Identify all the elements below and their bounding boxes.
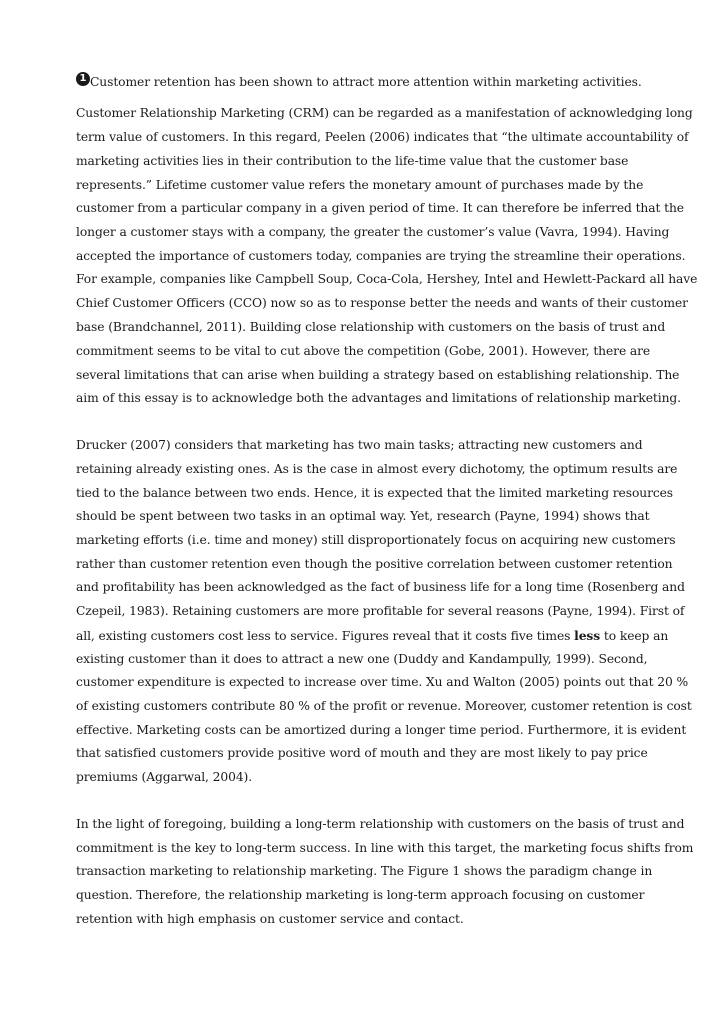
- emphasis-word: less: [574, 628, 601, 643]
- text-line: Czepeil, 1983). Retaining customers are more profitable for several reasons (Payne, 1994). First of: [76, 604, 685, 618]
- text-line: should be spent between two tasks in an optimal way. Yet, research (Payne, 1994) shows that: [76, 509, 650, 523]
- text-line: In the light of foregoing, building a long-term relationship with customers on the basis of trust and: [76, 817, 685, 831]
- text-line: customer from a particular company in a given period of time. It can therefore be inferred that the: [76, 201, 684, 215]
- text-line: existing customer than it does to attract a new one (Duddy and Kandampully, 1999). Second,: [76, 652, 648, 666]
- text-line: rather than customer retention even though the positive correlation between customer retention: [76, 557, 673, 571]
- text-segment: all, existing customers cost less to service. Figures reveal that it costs five times: [76, 629, 575, 643]
- text-line: retention with high emphasis on customer service and contact.: [76, 912, 464, 926]
- text-line: For example, companies like Campbell Soup, Coca-Cola, Hershey, Intel and Hewlett-Packard all have: [76, 272, 698, 286]
- text-line: and profitability has been acknowledged as the fact of business life for a long time (Rosenberg and: [76, 580, 685, 594]
- text-line: Chief Customer Officers (CCO) now so as to response better the needs and wants of their customer: [76, 296, 688, 310]
- bullet-marker-icon: 1: [76, 72, 90, 86]
- text-line: term value of customers. In this regard, Peelen (2006) indicates that “the ultimate accountability of: [76, 130, 689, 144]
- text-line: represents.” Lifetime customer value refers the monetary amount of purchases made by the: [76, 178, 644, 192]
- text-line: tied to the balance between two ends. Hence, it is expected that the limited marketing resources: [76, 486, 674, 500]
- text-line: Drucker (2007) considers that marketing has two main tasks; attracting new customers and: [76, 438, 643, 452]
- text-line: marketing activities lies in their contribution to the life-time value that the customer base: [76, 154, 629, 168]
- text-line: commitment is the key to long-term success. In line with this target, the marketing focus shifts from: [76, 841, 694, 855]
- text-line: retaining already existing ones. As is the case in almost every dichotomy, the optimum results are: [76, 462, 678, 476]
- text-segment: to keep an: [600, 629, 669, 643]
- text-line: base (Brandchannel, 2011). Building close relationship with customers on the basis of trust and: [76, 320, 666, 334]
- text-line: Customer Relationship Marketing (CRM) can be regarded as a manifestation of acknowledging long: [76, 106, 693, 120]
- text-line: question. Therefore, the relationship marketing is long-term approach focusing on customer: [76, 888, 645, 902]
- text-line: customer expenditure is expected to increase over time. Xu and Walton (2005) points out that 20 %: [76, 675, 689, 689]
- text-line: effective. Marketing costs can be amortized during a longer time period. Furthermore, it is evident: [76, 723, 687, 737]
- text-line: that satisfied customers provide positive word of mouth and they are most likely to pay price: [76, 746, 648, 760]
- text-line: transaction marketing to relationship marketing. The Figure 1 shows the paradigm change in: [76, 864, 653, 878]
- text-line: of existing customers contribute 80 % of the profit or revenue. Moreover, customer retention is cost: [76, 699, 692, 713]
- text-line: longer a customer stays with a company, the greater the customer’s value (Vavra, 1994). Having: [76, 225, 670, 239]
- text-line: aim of this essay is to acknowledge both the advantages and limitations of relationship marketing.: [76, 391, 681, 405]
- text-line: several limitations that can arise when building a strategy based on establishing relationship. The: [76, 368, 680, 382]
- text-line: Customer retention has been shown to attract more attention within marketing activities.: [90, 75, 642, 89]
- text-line: accepted the importance of customers today, companies are trying the streamline their operations.: [76, 249, 686, 263]
- text-line-with-emphasis: [76, 628, 668, 643]
- text-line: commitment seems to be vital to cut above the competition (Gobe, 2001). However, there are: [76, 344, 651, 358]
- text-line: premiums (Aggarwal, 2004).: [76, 770, 253, 784]
- text-line: marketing efforts (i.e. time and money) still disproportionately focus on acquiring new customers: [76, 533, 676, 547]
